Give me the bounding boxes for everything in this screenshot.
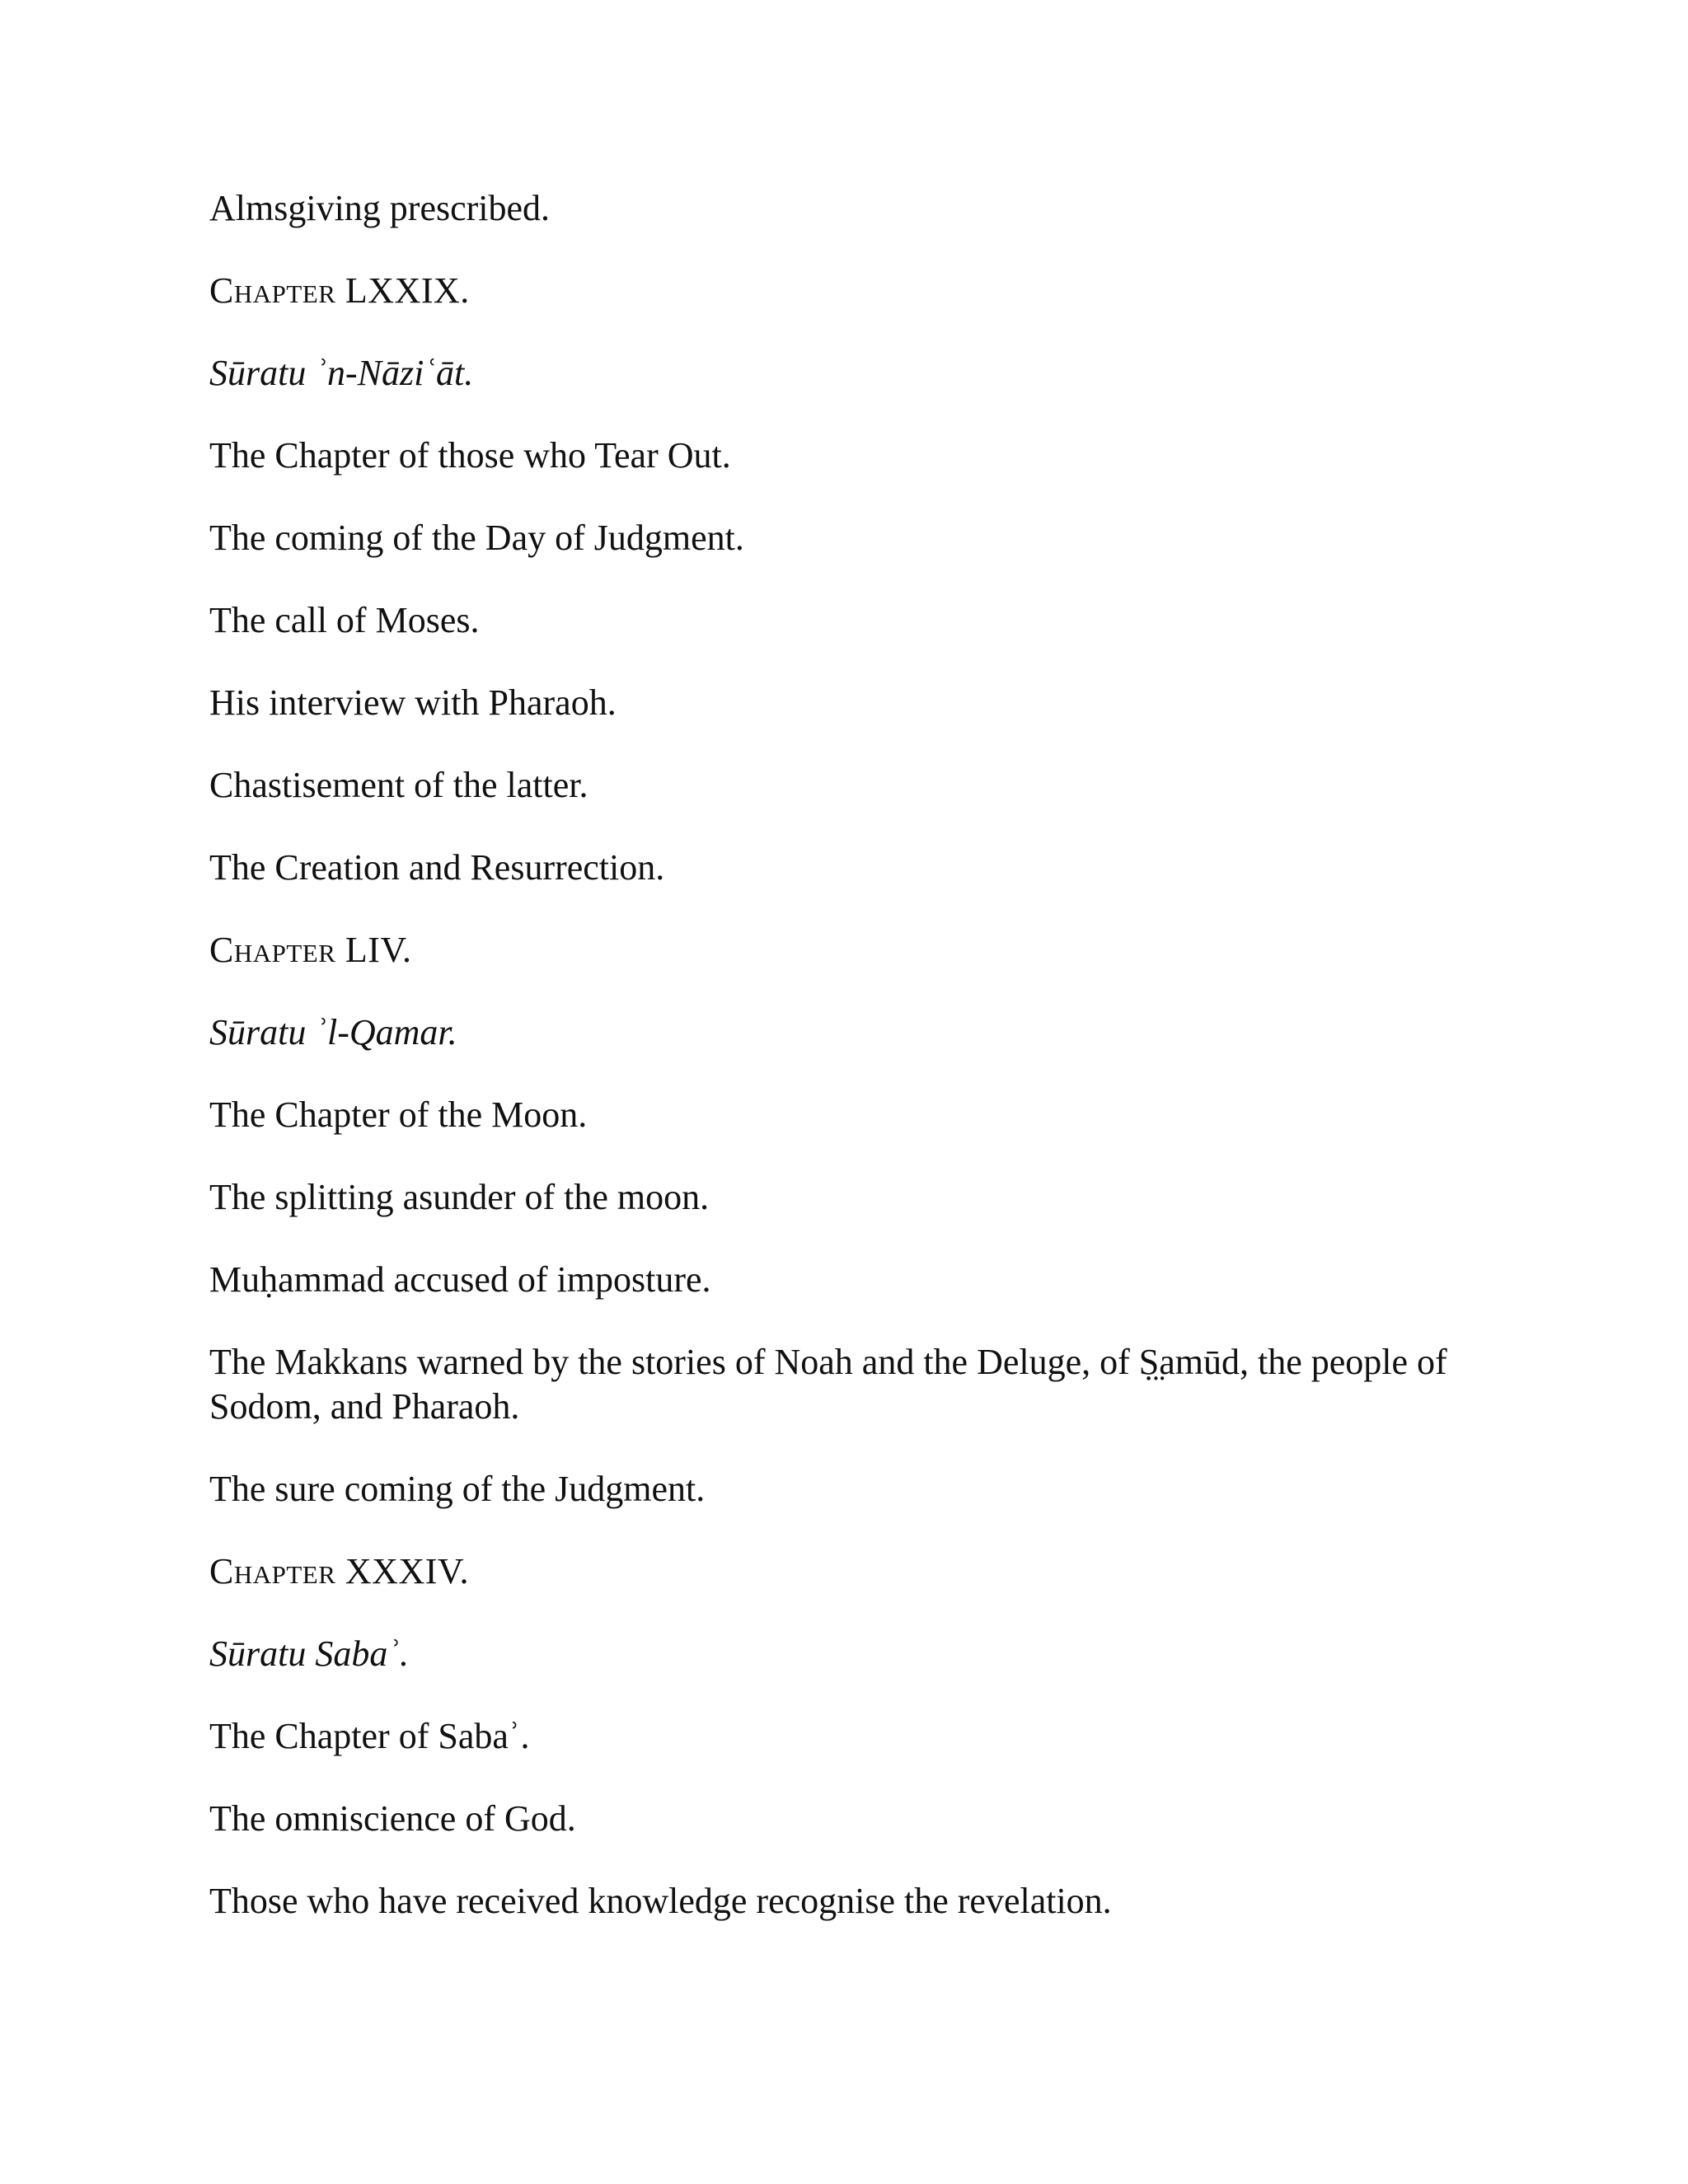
chapter-translation: The Chapter of Sabaʾ. (209, 1716, 530, 1756)
summary-line: Chastisement of the latter. (209, 765, 588, 805)
summary-line: Almsgiving prescribed. (209, 188, 551, 228)
summary-line: The sure coming of the Judgment. (209, 1469, 706, 1509)
chapter-heading: Chapter XXXIV. (209, 1551, 469, 1591)
document-page (209, 186, 1479, 1961)
chapter-translation: The Chapter of the Moon. (209, 1094, 588, 1135)
chapter-heading: Chapter LXXIX. (209, 270, 470, 311)
summary-line: The Creation and Resurrection. (209, 847, 665, 888)
chapter-heading: Chapter LIV. (209, 930, 412, 970)
summary-line: The coming of the Day of Judgment. (209, 518, 744, 558)
sura-title: Sūratu ʾn-Nāziʿāt. (209, 353, 474, 393)
summary-line: The call of Moses. (209, 600, 480, 640)
summary-line: The Makkans warned by the stories of Noah and the Deluge, of Ṣ̤amūd, the people of Sodom, and Pharaoh. (209, 1342, 1447, 1427)
summary-line: The omniscience of God. (209, 1798, 576, 1839)
summary-line: The splitting asunder of the moon. (209, 1177, 710, 1217)
summary-line: Those who have received knowledge recognise the revelation. (209, 1881, 1112, 1921)
summary-line: His interview with Pharaoh. (209, 682, 617, 723)
sura-title: Sūratu ʾl-Qamar. (209, 1012, 457, 1052)
chapter-translation: The Chapter of those who Tear Out. (209, 435, 731, 476)
summary-line: Muḥammad accused of imposture. (209, 1259, 711, 1300)
sura-title: Sūratu Sabaʾ. (209, 1633, 409, 1674)
